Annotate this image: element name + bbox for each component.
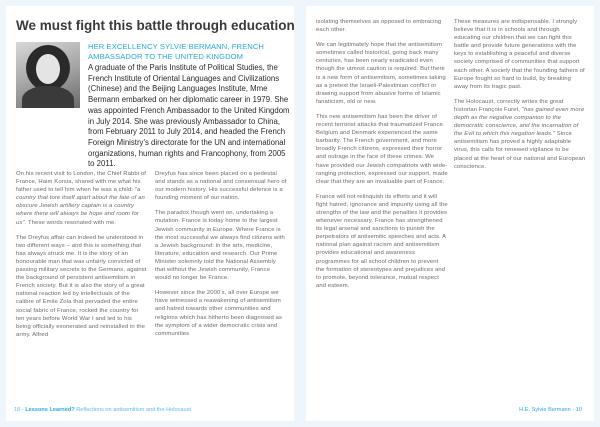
paragraph-text: The Holocaust, correctly writes the great historian François Furet, <box>454 98 564 113</box>
publication-subtitle: Reflections on antisemitism and the Holocaust <box>74 407 191 413</box>
paragraph <box>16 170 148 227</box>
paragraph: The Dreyfus affair can indeed be understood in two different ways – and this is something that has always struck me. It is the story of an honourable man that was unfairly convicted of passing military secrets to the Germans, against the background of persistent antisemitism in French society. But it is also the story of a great national reaction led by intellectuals of the calibre of Emile Zola that pervaded the entire social fabric of France, rocked the country for ten years before World War I and led to his being officially exonerated and reinstalled in the army. Alfred <box>16 234 147 338</box>
author-name-line: HER EXCELLENCY SYLVIE BERMANN, FRENCH <box>88 42 265 51</box>
quote: "has gained even more depth as the negative companion to the democratic conscience, and the incarnation of the Evil to which this negation leads." <box>454 106 585 138</box>
publication-title: Lessons Learned? <box>25 407 75 413</box>
left-page <box>6 6 294 421</box>
article-title: We must fight this battle through education <box>16 18 295 33</box>
footer-author: H.E. Sylvie Bermann <box>519 407 571 413</box>
author-role-line: AMBASSADOR TO THE UNITED KINGDOM <box>88 52 244 61</box>
quote: "a country that tore itself apart about the fate of an obscure Jewish artillery captain is a country where there will always be hope and room for us" <box>16 187 145 226</box>
paragraph: We can legitimately hope that the antisemitism sometimes called historical, going back many centuries, has been nearly eradicated even though the utmost caution is required. But there is a new form of antisemitism, sometimes taking as a pretext the Israeli-Palestinian conflict or drawing support from abusive forms of Islamic fanaticism, old or new. <box>316 42 446 105</box>
paragraph-text: . These words resonated with me. <box>24 219 117 226</box>
footer-separator: - <box>20 407 26 413</box>
right-page <box>306 6 594 421</box>
right-column-1 <box>316 18 448 297</box>
paragraph-text: Since antisemitism has proved a highly adaptable virus, this calls for renewed vigilance to be placed at the heart of our national and European conscience. <box>454 131 586 170</box>
paragraph: isolating themselves as opposed to embracing each other. <box>316 19 442 34</box>
paragraph <box>454 98 586 171</box>
paragraph-text: On his recent visit to London, the Chief Rabbi of France, Haim Korsia, shared with me what his father used to tell him when he was a child: <box>16 171 146 194</box>
author-bio-text: A graduate of the Paris Institute of Political Studies, the French Institute of Oriental Languages and Civilizations (Chinese) and the Beijing Languages Institute, Mme Bermann embarked on her diplomatic career in 1979. She was appointed French Ambassador to the United Kingdom in July 2014. She was previously Ambassador to China, from February 2011 to July 2014, and headed the French Foreign Ministry's directorate for the UN and international organizations, human rights and Francophony, from 2005 to 2011. <box>88 63 290 169</box>
paragraph: Dreyfus has since been placed on a pedestal and stands as a national and consensual hero of our modern history. His successful defence is a founding moment of our nation. <box>155 171 287 202</box>
paragraph: France will not relinquish its efforts and it will fight hatred, ignorance and impunity using all the strengths of the law and the penalties it provides whenever necessary. France has strengthened its legal arsenal and sanctions to punish the perpetrators of antisemitic speeches and acts. A national plan against racism and antisemitism provides educational and awareness programmes for all school children to prevent the formation of stereotypes and prejudices and to promote, beyond tolerance, mutual respect and esteem. <box>316 193 448 289</box>
left-column-1 <box>16 170 148 346</box>
paragraph: However since the 2000's, all over Europe we have witnessed a reawakening of antisemitism and hatred towards other communities and religions which has hitherto been diagnosed as the symptom of a wider democratic crisis and communities <box>155 290 283 337</box>
paragraph: This new antisemitism has been the driver of recent terrorist attacks that traumatized France. Belgium and Denmark experienced the same barbarity. The French government, and more broadly French citizens, expressed their horror and outrage in the face of these crimes. We have provided our Jewish compatriots with wide-ranging protection, expressed our support, made clear that they are an invaluable part of France. <box>316 113 448 185</box>
left-column-2 <box>155 170 287 345</box>
paragraph: The paradox though went on, undertaking a mutation. France is today home to the largest Jewish community in Europe. Where France is the most successful we always find citizens with a Jewish background: in the arts, medicine, literature, education and research. Our Prime Minister solemnly told the National Assembly that without the Jewish community, France would no longer be France. <box>155 210 285 282</box>
page-footer <box>14 407 191 413</box>
paragraph: These measures are indispensable. I strongly believe that it is in schools and through educating our children that we can fight this battle and provide future generations with the keys to establishing a peaceful and diverse society comprised of communities that support each other. A society that the founding fathers of Europe fought so hard to build, by breaking away from its tragic past. <box>454 19 585 90</box>
right-column-2 <box>454 18 586 178</box>
page-number: 18 <box>14 407 21 413</box>
page-footer <box>519 407 582 413</box>
footer-separator: - <box>570 407 576 413</box>
author-name-heading <box>88 42 293 62</box>
page-number: 10 <box>575 407 582 413</box>
author-bio <box>16 63 290 170</box>
